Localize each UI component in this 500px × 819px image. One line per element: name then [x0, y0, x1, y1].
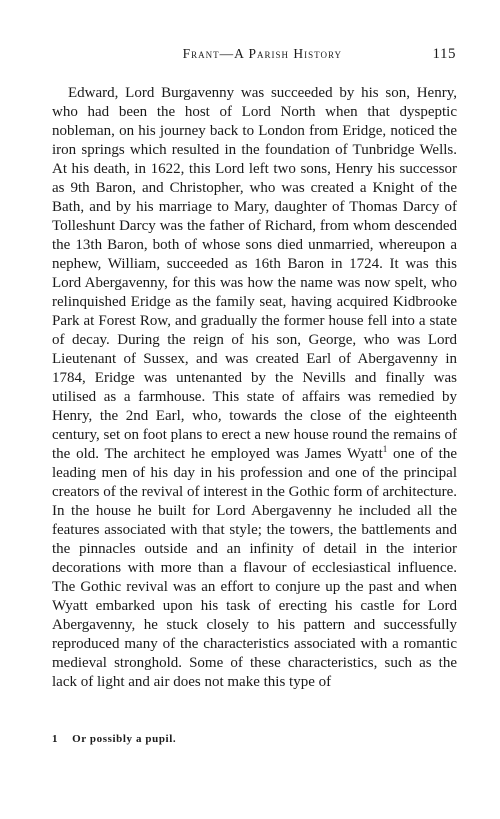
footnote [52, 733, 176, 745]
body-text-part-1: Edward, Lord Burgavenny was succeeded by his son, Henry, who had been the host of Lord North when that dyspeptic nobleman, on his journey back to London from Eridge, noticed the iron springs which resulted in the foundation of Tunbridge Wells. At his death, in 1622, this Lord left two sons, Henry his successor as 9th Baron, and Christopher, who was created a Knight of the Bath, and by his marriage to Mary, daughter of Thomas Darcy of Tolleshunt Darcy was the father of Richard, from whom descended the 13th Baron, both of whose sons died unmarried, whereupon a nephew, William, succeeded as 16th Baron in 1724. It was this Lord Abergavenny, for this was how the name was now spelt, who relinquished Eridge as the family seat, having acquired Kidbrooke Park at Forest Row, and gradually the former house fell into a state of decay. During the reign of his son, George, who was Lord Lieutenant of Sussex, and was created Earl of Abergavenny in 1784, Eridge was untenanted by the Nevills and finally was utilised as a farmhouse. This state of affairs was remedied by Henry, the 2nd Earl, who, towards the close of the eighteenth century, set on foot plans to erect a new house round the remains of the old. The architect he employed was James Wyatt [52, 85, 457, 462]
footnote-reference-marker: 1 [382, 444, 388, 454]
footnote-text: Or possibly a pupil. [72, 733, 177, 745]
body-text-part-2: one of the leading men of his day in his profession and one of the principal creators of the revival of interest in the Gothic form of architecture. In the house he built for Lord Abergavenny he included all the features associated with that style; the towers, the battlements and the pinnacles outside and an infinity of detail in the interior decorations with more than a flavour of ecclesiastical influence. The Gothic revival was an effort to conjure up the past and when Wyatt embarked upon his task of erecting his castle for Lord Abergavenny, he stuck closely to his pattern and successfully reproduced many of the characteristics associated with a romantic medieval stronghold. Some of these characteristics, such as the lack of light and air does not make this type of [52, 446, 457, 690]
body-paragraph [52, 84, 457, 692]
footnote-number: 1 [52, 733, 59, 745]
running-title: Frant—A Parish History [182, 46, 342, 61]
running-head [52, 46, 456, 68]
page-number: 115 [432, 46, 456, 62]
